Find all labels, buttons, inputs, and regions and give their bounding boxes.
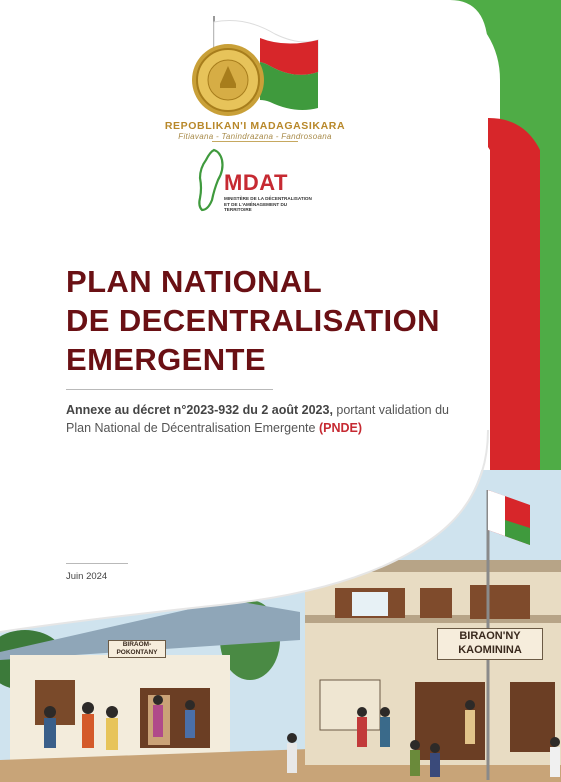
madagascar-seal-icon: [192, 44, 264, 116]
madagascar-map-icon: [196, 148, 226, 214]
madagascar-emblem: [190, 10, 325, 120]
republic-name: REPOBLIKAN'I MADAGASIKARA: [164, 120, 346, 132]
annex-decree: Annexe au décret n°2023-932 du 2 août 2023,: [66, 403, 333, 417]
republic-motto: Fitiavana - Tanindrazana - Fandrosoana: [178, 132, 332, 141]
kaominina-sign: [437, 628, 543, 660]
fokontany-sign-line1: BIRAOM-: [122, 641, 152, 648]
annex-acronym: (PNDE): [318, 421, 362, 435]
emblem-divider: [212, 141, 298, 142]
ministry-subtitle-line1: MINISTÈRE DE LA DÉCENTRALISATION: [224, 196, 312, 201]
fokontany-sign: [108, 640, 166, 658]
ministry-acronym: MDAT: [224, 170, 288, 195]
annex-description: portant validation du Plan National de Décentralisation Emergente: [66, 403, 449, 435]
title-line-3: EMERGENTE: [66, 342, 266, 377]
kaominina-sign-line1: BIRAON'NY: [459, 630, 521, 642]
ministry-subtitle-line2: ET DE L'AMÉNAGEMENT DU TERRITOIRE: [224, 201, 288, 212]
title-divider: [66, 389, 273, 390]
kaominina-sign-line2: KAOMININA: [458, 644, 522, 656]
date-divider: [66, 563, 128, 564]
title-line-1: PLAN NATIONAL: [66, 264, 323, 299]
fokontany-sign-line2: POKONTANY: [116, 648, 158, 656]
ministry-subtitle: [224, 196, 314, 213]
annex-text: [66, 401, 476, 437]
title-line-2: DE DECENTRALISATION: [66, 303, 440, 338]
publication-date: Juin 2024: [66, 571, 108, 582]
